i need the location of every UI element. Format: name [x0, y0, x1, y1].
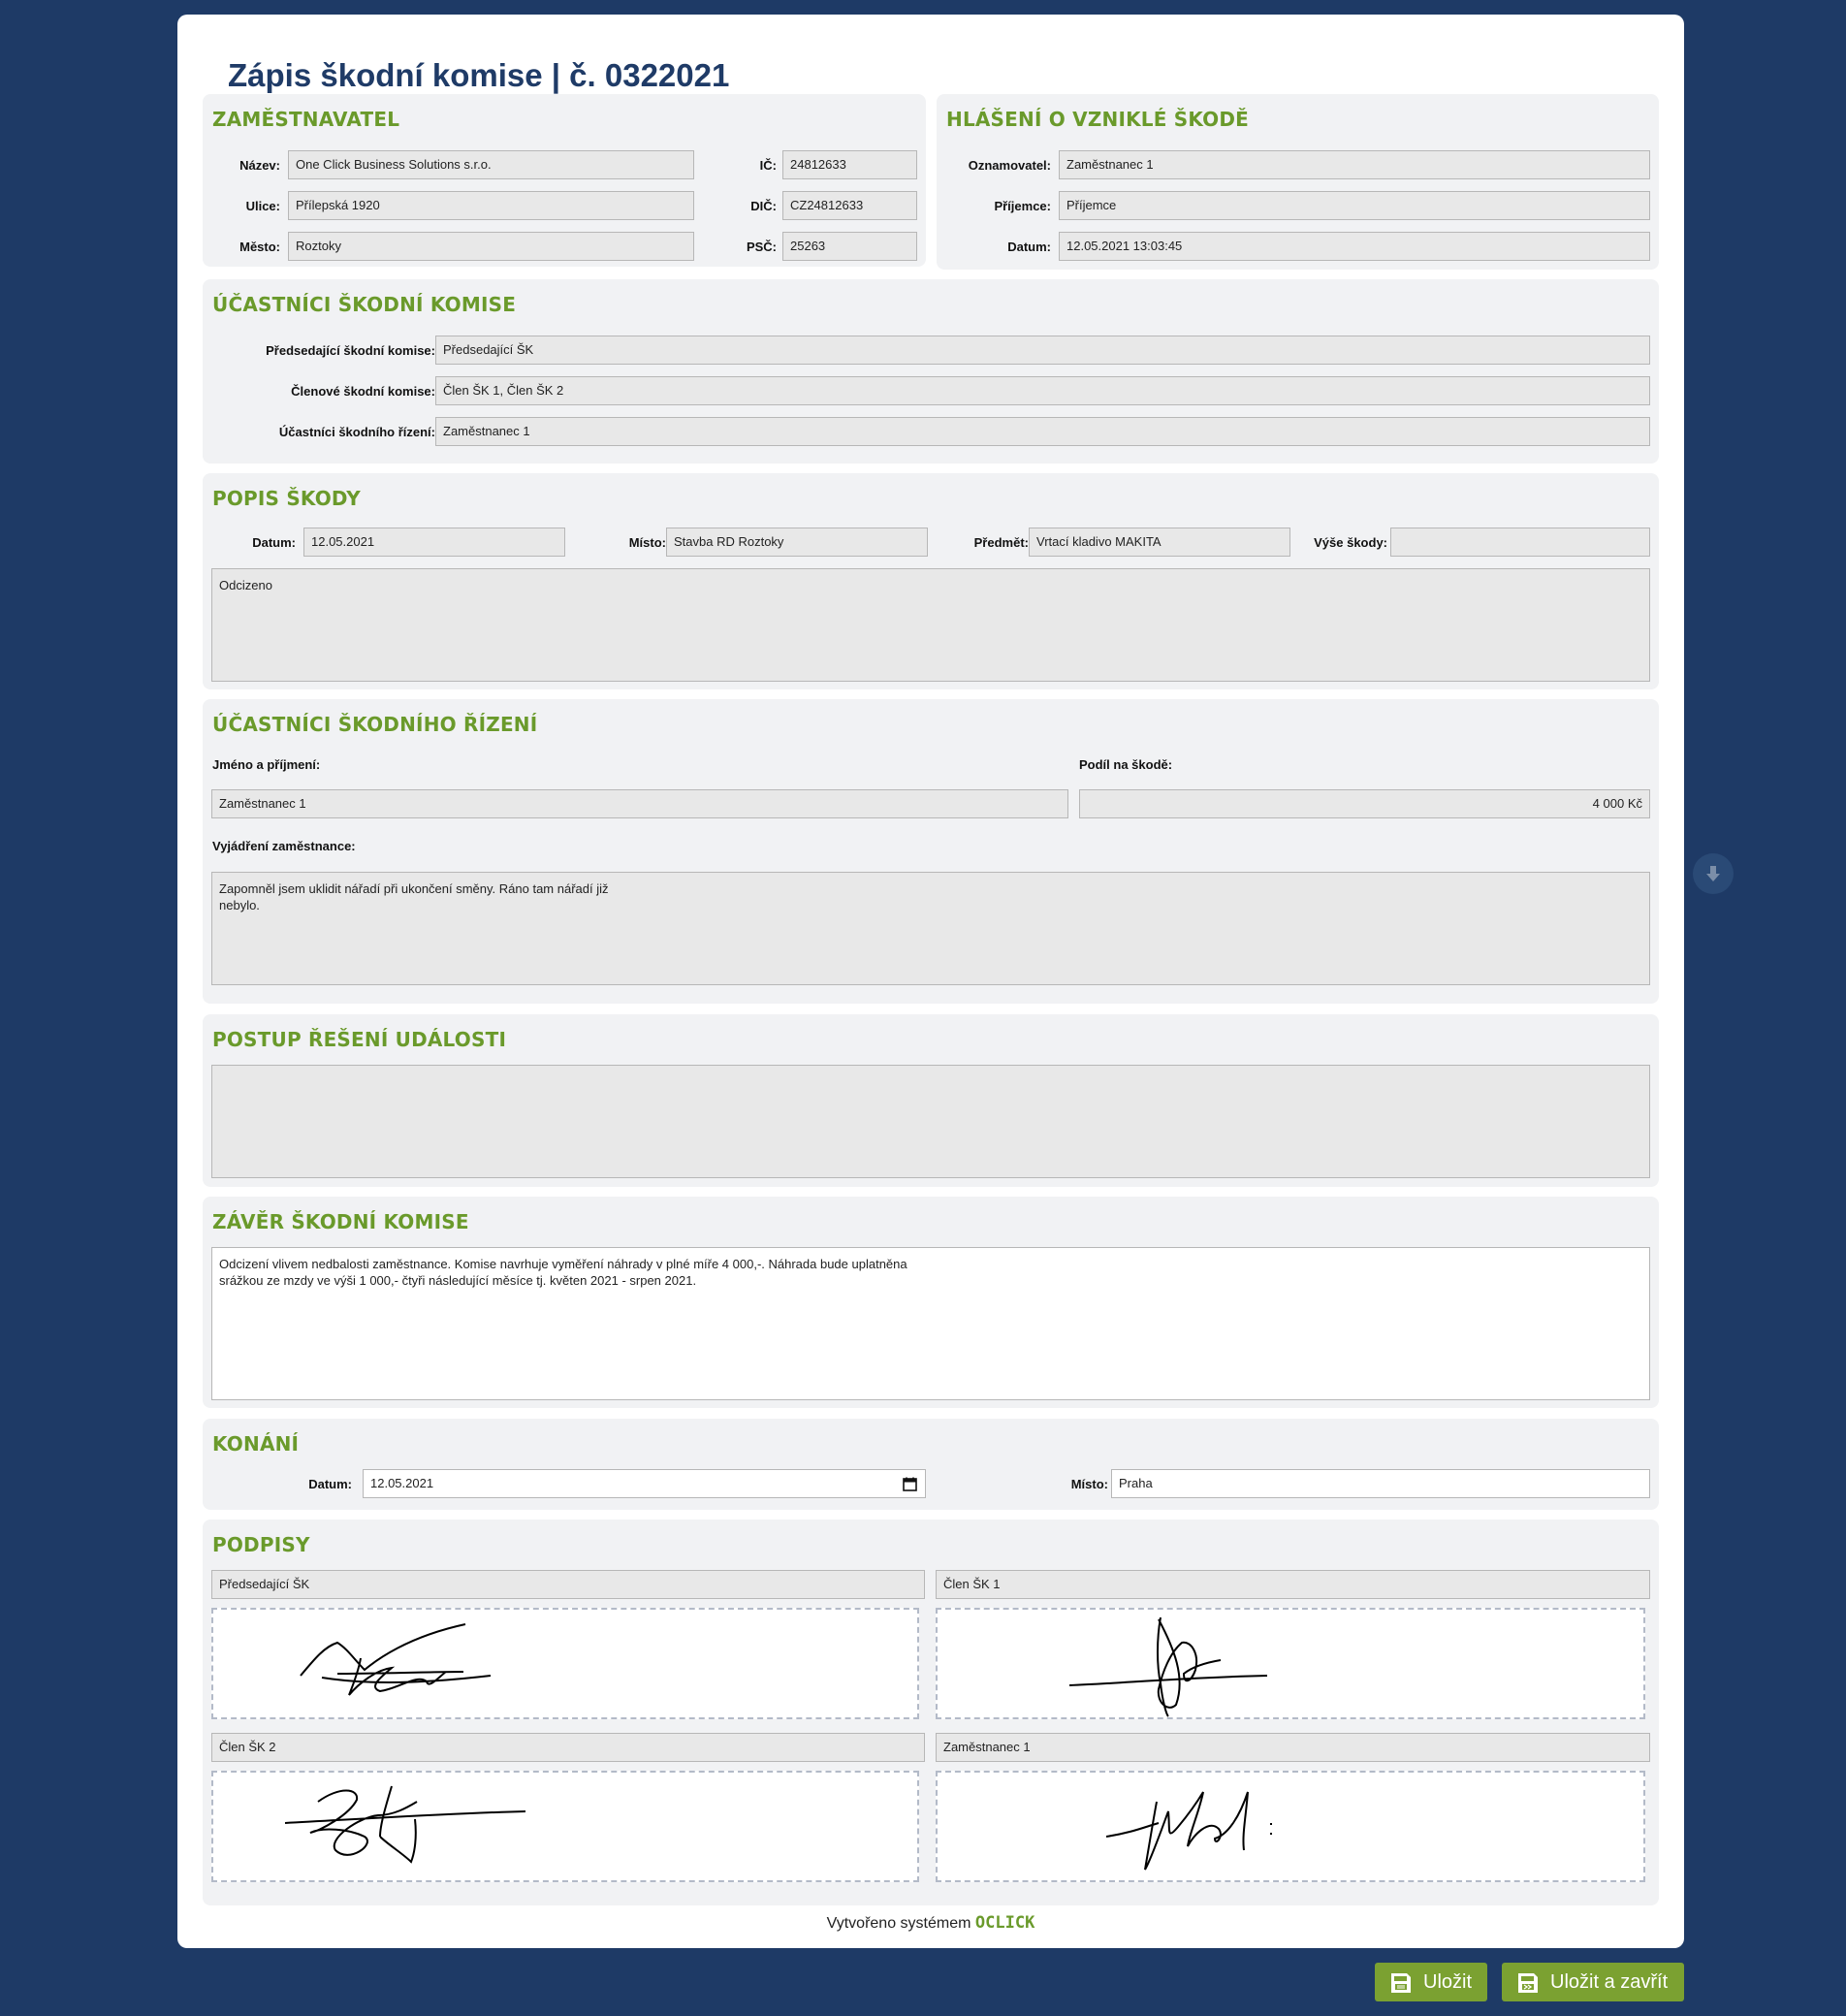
oclick-logo[interactable]: OCLICK: [974, 1913, 1035, 1933]
damage-item-field[interactable]: Vrtací kladivo MAKITA: [1029, 528, 1290, 557]
employer-psc-label: PSČ:: [746, 240, 777, 254]
report-date-label: Datum:: [1007, 240, 1051, 254]
signature-drawing-member2: [213, 1773, 917, 1880]
proceeding-share-field[interactable]: 4 000 Kč: [1079, 789, 1650, 818]
floppy-forward-icon: [1515, 1970, 1541, 1996]
employer-street-field[interactable]: Přílepská 1920: [288, 191, 694, 220]
reporter-field[interactable]: Zaměstnanec 1: [1059, 150, 1650, 179]
signature-pad-member1[interactable]: [936, 1608, 1645, 1719]
damage-heading: POPIS ŠKODY: [212, 487, 361, 510]
resolution-field[interactable]: [211, 1065, 1650, 1178]
meeting-date-label: Datum:: [308, 1477, 352, 1491]
footer-text: Vytvořeno systémem: [826, 1915, 971, 1932]
employer-name-label: Název:: [239, 158, 280, 173]
proceeding-name-label: Jméno a příjmení:: [212, 757, 321, 772]
employer-dic-field[interactable]: CZ24812633: [782, 191, 917, 220]
resolution-panel: [203, 1014, 1659, 1187]
save-and-close-button-label: Uložit a zavřít: [1550, 1971, 1669, 1993]
signatures-panel: [203, 1520, 1659, 1905]
report-date-field[interactable]: 12.05.2021 13:03:45: [1059, 232, 1650, 261]
signature-drawing-member1: [938, 1610, 1643, 1717]
signature-name-chair[interactable]: Předsedající ŠK: [211, 1570, 925, 1599]
committee-heading: ÚČASTNÍCI ŠKODNÍ KOMISE: [212, 293, 517, 316]
damage-amount-field[interactable]: [1390, 528, 1650, 557]
damage-date-label: Datum:: [252, 535, 296, 550]
recipient-field[interactable]: Příjemce: [1059, 191, 1650, 220]
save-button-label: Uložit: [1423, 1971, 1473, 1993]
conclusion-heading: ZÁVĚR ŠKODNÍ KOMISE: [212, 1210, 469, 1233]
meeting-heading: KONÁNÍ: [212, 1432, 300, 1456]
signature-name-member1[interactable]: Člen ŠK 1: [936, 1570, 1650, 1599]
employer-ic-field[interactable]: 24812633: [782, 150, 917, 179]
damage-date-field[interactable]: 12.05.2021: [303, 528, 565, 557]
save-button[interactable]: [1375, 1963, 1487, 2001]
damage-description[interactable]: Odcizeno: [211, 568, 1650, 682]
meeting-date-input[interactable]: [363, 1469, 926, 1498]
employer-name-field[interactable]: One Click Business Solutions s.r.o.: [288, 150, 694, 179]
scroll-down-button[interactable]: [1693, 853, 1734, 894]
meeting-panel: [203, 1419, 1659, 1510]
save-and-close-button[interactable]: [1502, 1963, 1684, 2001]
floppy-disk-icon: [1388, 1970, 1414, 1996]
signature-pad-member2[interactable]: [211, 1771, 919, 1882]
employer-city-label: Město:: [239, 240, 280, 254]
chair-label: Předsedající škodní komise:: [266, 343, 435, 358]
signature-pad-chair[interactable]: [211, 1608, 919, 1719]
participants-label: Účastníci škodního řízení:: [278, 425, 435, 439]
resolution-heading: POSTUP ŘEŠENÍ UDÁLOSTI: [212, 1028, 507, 1051]
conclusion-panel: [203, 1197, 1659, 1408]
proceeding-heading: ÚČASTNÍCI ŠKODNÍHO ŘÍZENÍ: [212, 713, 538, 736]
employer-city-field[interactable]: Roztoky: [288, 232, 694, 261]
document-page: [177, 15, 1684, 1948]
damage-panel: [203, 473, 1659, 689]
damage-place-label: Místo:: [628, 535, 666, 550]
employer-street-label: Ulice:: [245, 199, 280, 213]
footer: [177, 1913, 1684, 1933]
employer-psc-field[interactable]: 25263: [782, 232, 917, 261]
meeting-place-label: Místo:: [1070, 1477, 1108, 1491]
committee-panel: [203, 279, 1659, 464]
signatures-heading: PODPISY: [212, 1533, 310, 1556]
signature-drawing-chair: [213, 1610, 917, 1717]
signature-drawing-employee: [938, 1773, 1643, 1880]
employer-dic-label: DIČ:: [750, 199, 777, 213]
chair-field[interactable]: Předsedající ŠK: [435, 336, 1650, 365]
damage-amount-label: Výše škody:: [1314, 535, 1387, 550]
proceeding-share-label: Podíl na škodě:: [1079, 757, 1173, 772]
proceeding-name-field[interactable]: Zaměstnanec 1: [211, 789, 1068, 818]
meeting-place-field[interactable]: Praha: [1111, 1469, 1650, 1498]
damage-item-label: Předmět:: [973, 535, 1029, 550]
report-heading: HLÁŠENÍ O VZNIKLÉ ŠKODĚ: [946, 108, 1250, 131]
signature-name-employee[interactable]: Zaměstnanec 1: [936, 1733, 1650, 1762]
report-panel: [937, 94, 1659, 270]
recipient-label: Příjemce:: [994, 199, 1051, 213]
employer-panel: [203, 94, 926, 267]
employer-ic-label: IČ:: [759, 158, 777, 173]
members-label: Členové škodní komise:: [291, 384, 435, 399]
members-field[interactable]: Člen ŠK 1, Člen ŠK 2: [435, 376, 1650, 405]
damage-place-field[interactable]: Stavba RD Roztoky: [666, 528, 928, 557]
proceeding-panel: [203, 699, 1659, 1004]
statement-label: Vyjádření zaměstnance:: [212, 839, 356, 853]
signature-name-member2[interactable]: Člen ŠK 2: [211, 1733, 925, 1762]
conclusion-field[interactable]: Odcizení vlivem nedbalosti zaměstnance. Komise navrhuje vyměření náhrady v plné míře 4 000,-. Náhrada bude uplatněna srážkou ze mzdy ve výši 1 000,- čtyři následující měsíce tj. květen 2021 - srpen 2021.: [211, 1247, 1650, 1400]
arrow-down-icon: [1693, 853, 1734, 894]
reporter-label: Oznamovatel:: [968, 158, 1051, 173]
statement-field[interactable]: Zapomněl jsem uklidit nářadí při ukončení směny. Ráno tam nářadí již nebylo.: [211, 872, 1650, 985]
meeting-date-value: 12.05.2021: [370, 1476, 434, 1490]
page-title: Zápis škodní komise | č. 0322021: [228, 57, 730, 93]
signature-pad-employee[interactable]: [936, 1771, 1645, 1882]
calendar-icon[interactable]: [903, 1477, 917, 1491]
employer-heading: ZAMĚSTNAVATEL: [212, 108, 400, 131]
participants-field[interactable]: Zaměstnanec 1: [435, 417, 1650, 446]
